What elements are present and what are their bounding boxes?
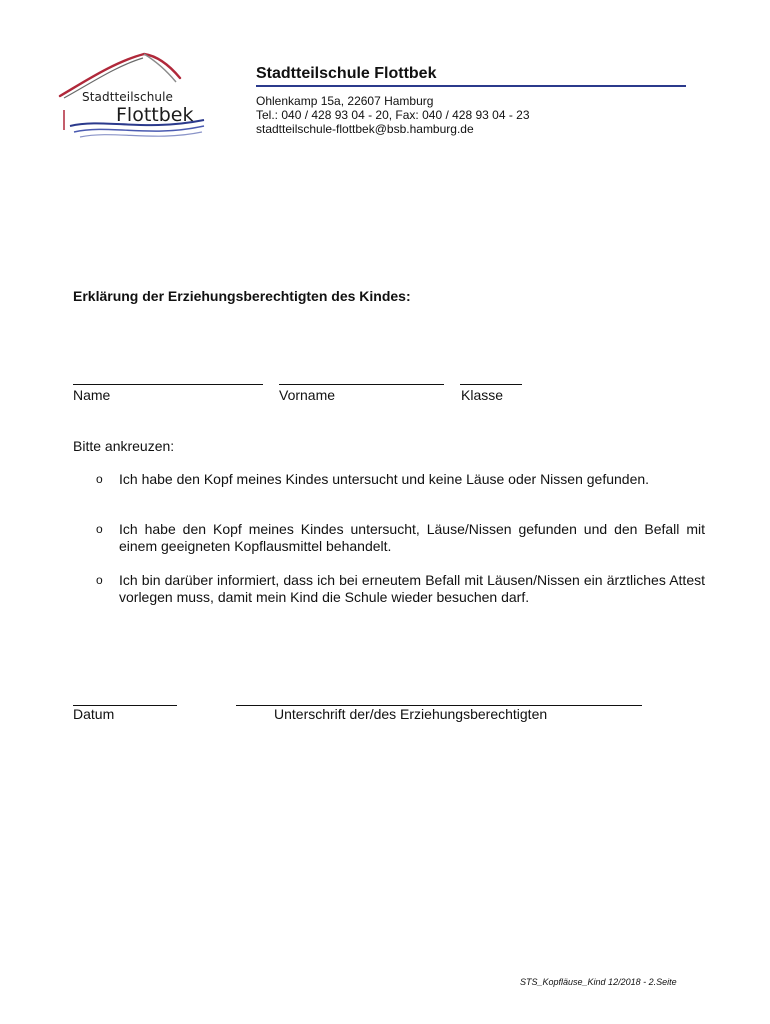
vorname-label: Vorname (279, 387, 336, 403)
name-field-line[interactable] (73, 384, 263, 385)
checkbox-option-2[interactable] (96, 521, 705, 555)
option-text: Ich bin darüber informiert, dass ich bei erneutem Befall mit Läusen/Nissen ein ärztliches Attest vorlegen muss, damit mein Kind die Schule wieder besuchen darf. (119, 572, 705, 605)
checkbox-option-3[interactable] (96, 572, 705, 606)
school-name: Stadtteilschule Flottbek (256, 65, 437, 82)
signature-label: Unterschrift der/des Erziehungsberechtigten (274, 706, 548, 722)
vorname-field-line[interactable] (279, 384, 444, 385)
logo-text-line2: Flottbek (116, 104, 194, 126)
school-email: stadtteilschule-flottbek@bsb.hamburg.de (256, 122, 474, 136)
instruction-text: Bitte ankreuzen: (73, 438, 175, 454)
declaration-title: Erklärung der Erziehungsberechtigten des Kindes: (73, 288, 411, 304)
checkbox-circle-icon[interactable]: o (96, 522, 103, 536)
school-logo (54, 48, 214, 143)
option-text: Ich habe den Kopf meines Kindes untersucht, Läuse/Nissen gefunden und den Befall mit einem geeigneten Kopflausmittel behandelt. (119, 521, 705, 554)
checkbox-option-1[interactable] (96, 471, 705, 488)
klasse-field-line[interactable] (460, 384, 522, 385)
logo-text-line1: Stadtteilschule (82, 90, 174, 104)
name-label: Name (73, 387, 111, 403)
datum-label: Datum (73, 706, 115, 722)
klasse-label: Klasse (461, 387, 504, 403)
school-phone-fax: Tel.: 040 / 428 93 04 - 20, Fax: 040 / 428 93 04 - 23 (256, 108, 530, 122)
checkbox-circle-icon[interactable]: o (96, 573, 103, 587)
school-address: Ohlenkamp 15a, 22607 Hamburg (256, 94, 434, 108)
header-rule (256, 85, 686, 87)
checkbox-circle-icon[interactable]: o (96, 472, 103, 486)
page-footer: STS_Kopfläuse_Kind 12/2018 - 2.Seite (520, 977, 677, 987)
option-text: Ich habe den Kopf meines Kindes untersucht und keine Läuse oder Nissen gefunden. (119, 471, 650, 487)
